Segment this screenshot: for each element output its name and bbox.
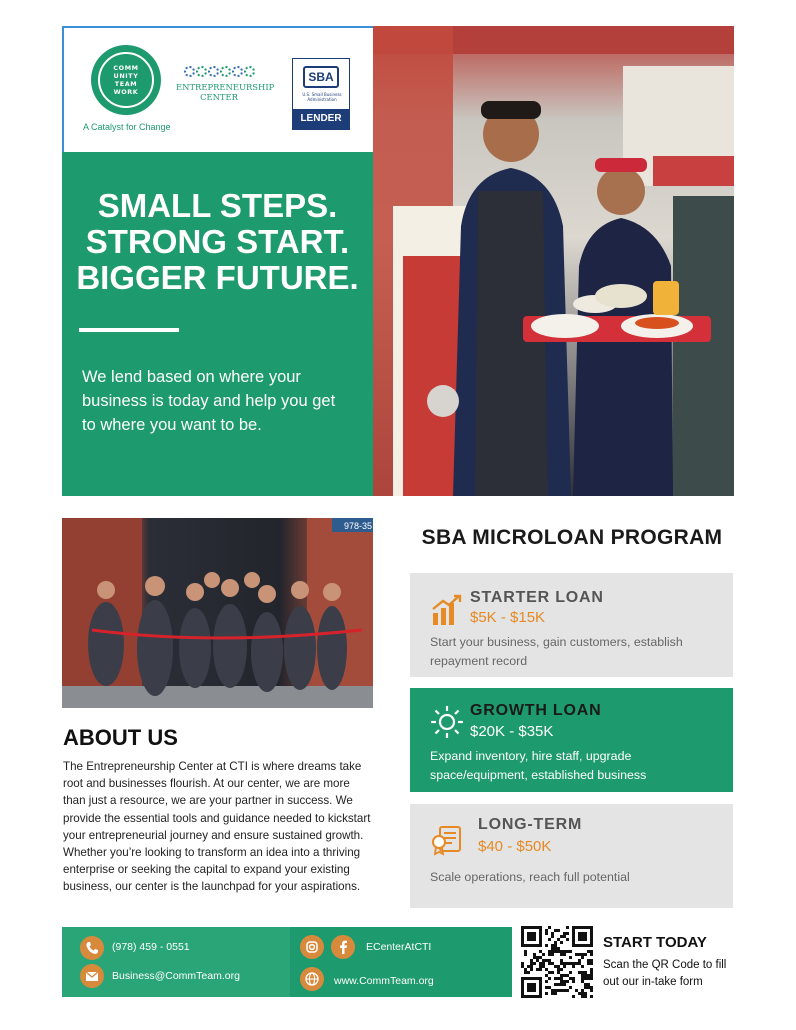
ctw-logo-line: COMM: [113, 64, 139, 72]
ctw-logo-line: UNITY: [113, 72, 139, 80]
hero-description: We lend based on where your business is today and help you get to where you want to be.: [82, 368, 336, 434]
long-term-loan-card: [410, 804, 733, 908]
business-owners-photo: [373, 26, 734, 496]
hero-headline-line: SMALL STEPS.: [97, 187, 338, 224]
website-link[interactable]: www.CommTeam.org: [334, 975, 434, 987]
hero-divider: [79, 328, 179, 332]
email-address[interactable]: Business@CommTeam.org: [112, 970, 240, 982]
sba-lender-badge: LENDER: [293, 109, 349, 129]
instagram-icon[interactable]: [300, 935, 324, 959]
email-icon: [80, 964, 104, 988]
growth-chart-icon: [430, 593, 464, 627]
logo-band: [62, 26, 373, 152]
phone-number[interactable]: (978) 459 - 0551: [112, 941, 190, 953]
loan-name: LONG-TERM: [478, 816, 583, 833]
program-title: SBA MICROLOAN PROGRAM: [421, 526, 723, 549]
photo-illustration: [373, 26, 734, 496]
ribbon-cutting-photo: [62, 518, 373, 708]
globe-icon: [300, 967, 324, 991]
hero-headline: [62, 188, 373, 296]
ctw-logo-line: TEAM: [114, 80, 138, 88]
ribbon-photo-illustration: [62, 518, 373, 708]
about-us-heading: ABOUT US: [63, 725, 178, 750]
ctw-logo-line: WORK: [113, 88, 139, 96]
loan-description: Expand inventory, hire staff, upgrade space/equipment, established business: [430, 749, 647, 782]
sba-subtitle: U.S. Small Business Administration: [302, 92, 342, 102]
sba-mark: SBA: [303, 66, 339, 88]
loan-range: $20K - $35K: [470, 723, 554, 740]
ec-logo-line: ENTREPRENEURSHIP: [176, 82, 275, 92]
about-us-text: The Entrepreneurship Center at CTI is where dreams take root and businesses flourish. At our center, we are more than just a resource, we are your partner in success. We provide the essential tools and guidance needed to kickstart your entrepreneurial journey and ensure sustained growth. Whether you’re looking to transform an idea into a thriving enterprise or seeking the capital to expand your existing business, our center is the launchpad for your aspirations.: [63, 760, 371, 894]
phone-icon: [80, 936, 104, 960]
starter-loan-card: [410, 573, 733, 677]
loan-description: Start your business, gain customers, establish repayment record: [430, 635, 683, 668]
sba-lender-logo: [292, 58, 350, 130]
cta-text: Scan the QR Code to fill out our in-take form: [603, 959, 727, 988]
ec-logo-line: CENTER: [200, 92, 238, 102]
social-handle[interactable]: ECenterAtCTI: [366, 941, 432, 953]
ctw-tagline: A Catalyst for Change: [83, 122, 171, 132]
entrepreneurship-center-logo: [176, 66, 275, 102]
loan-name: GROWTH LOAN: [470, 702, 602, 719]
loan-range: $40 - $50K: [478, 838, 552, 855]
sun-icon: [430, 705, 464, 739]
cta-heading: START TODAY: [603, 934, 707, 951]
contact-block-social: [290, 927, 512, 997]
qr-code[interactable]: [521, 926, 593, 998]
loan-range: $5K - $15K: [470, 609, 546, 626]
hero-headline-line: STRONG START.: [85, 223, 350, 260]
contact-block-left: [62, 927, 290, 997]
facebook-icon[interactable]: [331, 935, 355, 959]
hero-headline-line: BIGGER FUTURE.: [76, 259, 359, 296]
loan-description: Scale operations, reach full potential: [430, 870, 630, 884]
loan-name: STARTER LOAN: [470, 589, 604, 606]
gears-icon: [176, 66, 262, 80]
community-teamwork-logo: [91, 45, 161, 115]
ribbon-photo-sign: 978-35: [344, 521, 373, 531]
document-icon: [430, 822, 464, 856]
hero-panel: [62, 152, 373, 496]
growth-loan-card: [410, 688, 733, 792]
